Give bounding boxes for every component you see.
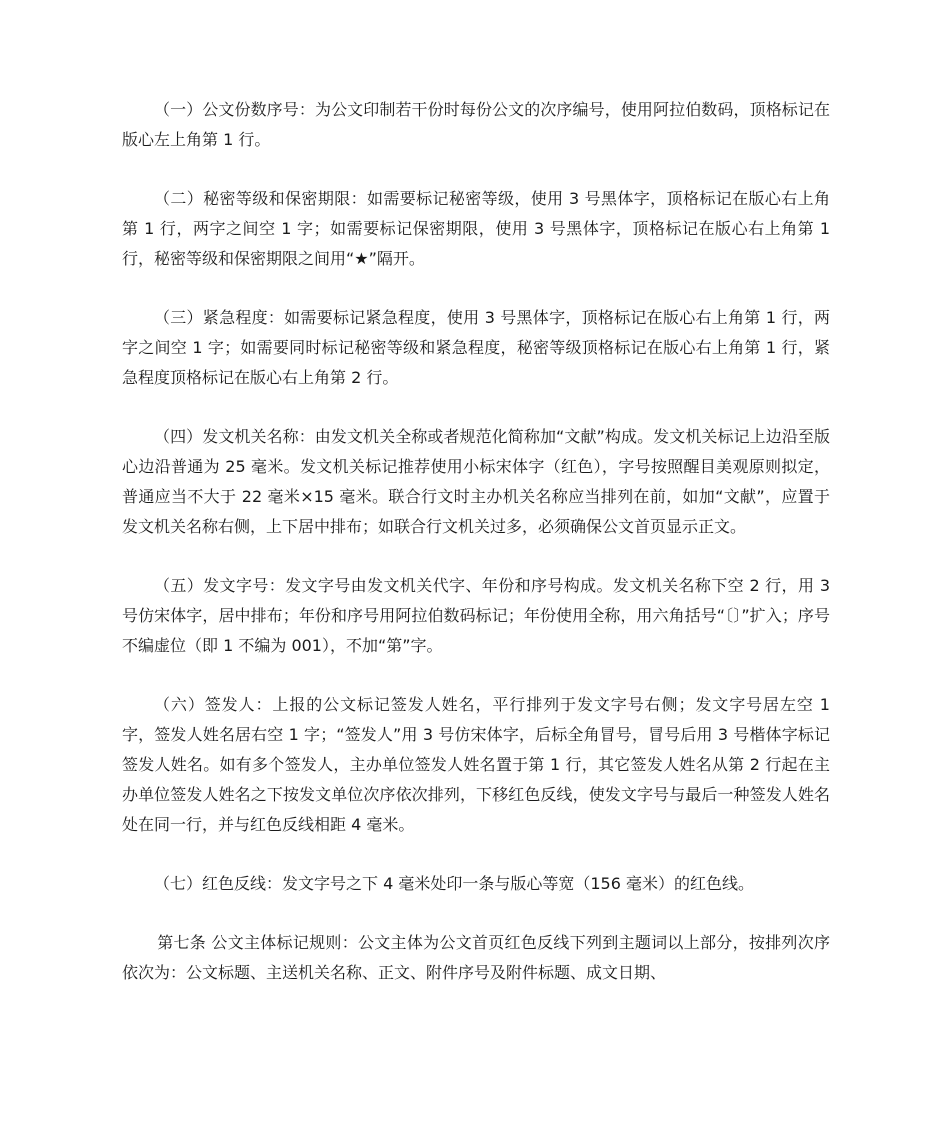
paragraph-signatory: （六）签发人：上报的公文标记签发人姓名，平行排列于发文字号右侧；发文字号居左空 1 字，签发人姓名居右空 1 字；“签发人”用 3 号仿宋体字，后标全角冒号，冒号后用 3 号楷体字标记签发人姓名。如有多个签发人，主办单位签发人姓名置于第 1 行，其它签发人姓名从第 2 行起在主办单位签发人姓名之下按发文单位次序依次排列，下移红色反线，使发文字号与最后一种签发人姓名处在同一行，并与红色反线相距 4 毫米。 bbox=[122, 695, 830, 834]
paragraph-secret-level: （二）秘密等级和保密期限：如需要标记秘密等级，使用 3 号黑体字，顶格标记在版心右上角第 1 行，两字之间空 1 字；如需要标记保密期限，使用 3 号黑体字，顶格标记在版心右上角第 1 行，秘密等级和保密期限之间用“★”隔开。 bbox=[122, 189, 830, 268]
paragraph-article-seven: 第七条 公文主体标记规则：公文主体为公文首页红色反线下列到主题词以上部分，按排列次序依次为：公文标题、主送机关名称、正文、附件序号及附件标题、成文日期、 bbox=[122, 933, 830, 982]
paragraph-issuing-authority: （四）发文机关名称：由发文机关全称或者规范化简称加“文献”构成。发文机关标记上边沿至版心边沿普通为 25 毫米。发文机关标记推荐使用小标宋体字（红色），字号按照醒目美观原则拟定，普通应当不大于 22 毫米×15 毫米。联合行文时主办机关名称应当排列在前，如加“文献”，应置于发文机关名称右侧，上下居中排布；如联合行文机关过多，必须确保公文首页显示正文。 bbox=[122, 427, 830, 536]
paragraph-copy-number: （一）公文份数序号：为公文印制若干份时每份公文的次序编号，使用阿拉伯数码，顶格标记在版心左上角第 1 行。 bbox=[122, 100, 830, 149]
paragraph-red-line: （七）红色反线：发文字号之下 4 毫米处印一条与版心等宽（156 毫米）的红色线。 bbox=[154, 874, 754, 893]
paragraph-urgency: （三）紧急程度：如需要标记紧急程度，使用 3 号黑体字，顶格标记在版心右上角第 1 行，两字之间空 1 字；如需要同时标记秘密等级和紧急程度，秘密等级顶格标记在版心右上角第 1 行，紧急程度顶格标记在版心右上角第 2 行。 bbox=[122, 308, 830, 387]
paragraph-document-number: （五）发文字号：发文字号由发文机关代字、年份和序号构成。发文机关名称下空 2 行，用 3 号仿宋体字，居中排布；年份和序号用阿拉伯数码标记；年份使用全称，用六角括号“〔〕”扩入；序号不编虚位（即 1 不编为 001），不加“第”字。 bbox=[122, 576, 830, 655]
document-body bbox=[122, 95, 830, 988]
